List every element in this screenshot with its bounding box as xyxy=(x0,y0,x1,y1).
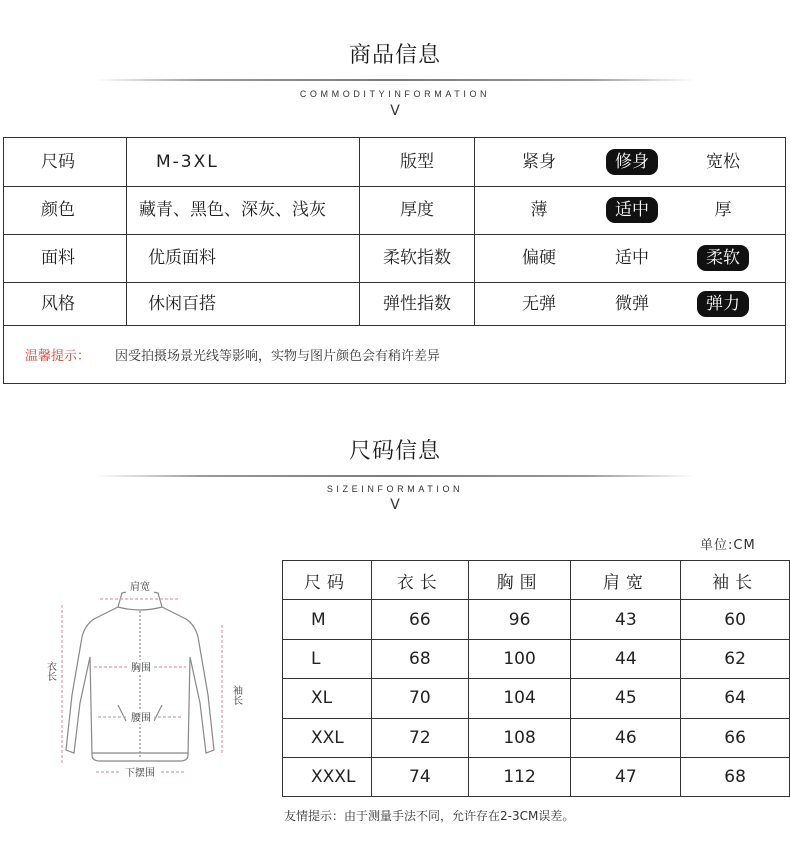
row-value: 藏青、黑色、深灰、浅灰 xyxy=(139,200,326,220)
row-label: 面料 xyxy=(41,248,75,268)
commodity-caret-icon: V xyxy=(390,103,400,119)
size-table-header xyxy=(283,561,790,600)
cell-shoulder: 46 xyxy=(571,718,681,757)
cell-chest: 104 xyxy=(468,679,571,718)
chest-label: 胸围 xyxy=(131,663,151,674)
hem-label: 下摆围 xyxy=(125,768,155,779)
row-attr: 版型 xyxy=(400,152,434,172)
table-row xyxy=(283,718,790,757)
product-info-table xyxy=(3,137,786,384)
size-section-title: 尺码信息 xyxy=(348,439,441,464)
product-row xyxy=(4,138,785,187)
tip-row xyxy=(4,326,785,383)
row-value: 优质面料 xyxy=(148,248,216,268)
jacket-pocket-right xyxy=(154,705,162,721)
size-divider xyxy=(95,475,695,477)
jacket-collar-outline xyxy=(118,591,162,610)
option-selected: 弹力 xyxy=(683,282,763,326)
cell-length: 74 xyxy=(371,757,468,796)
option: 宽松 xyxy=(706,152,740,172)
option: 厚 xyxy=(714,200,732,220)
cell-size: L xyxy=(283,639,372,678)
row-label: 颜色 xyxy=(41,200,75,220)
commodity-divider xyxy=(95,79,695,81)
cell-size: M xyxy=(283,600,372,639)
cell-shoulder: 44 xyxy=(571,639,681,678)
jacket-pocket-left xyxy=(118,705,126,721)
cell-chest: 96 xyxy=(468,600,571,639)
product-row xyxy=(4,234,785,283)
cell-length: 68 xyxy=(371,639,468,678)
cell-shoulder: 45 xyxy=(571,679,681,718)
product-row xyxy=(4,282,785,326)
row-attr: 柔软指数 xyxy=(383,248,451,268)
tip-text: 因受拍摄场景光线等影响，实物与图片颜色会有稍许差异 xyxy=(115,349,441,364)
header-size: 尺码 xyxy=(283,561,372,600)
product-row xyxy=(4,186,785,235)
table-row xyxy=(283,679,790,718)
header-chest: 胸围 xyxy=(468,561,571,600)
option: 无弹 xyxy=(522,294,556,314)
row-attr: 弹性指数 xyxy=(383,294,451,314)
row-value: 休闲百搭 xyxy=(148,294,216,314)
header-sleeve: 袖长 xyxy=(681,561,790,600)
commodity-section-title: 商品信息 xyxy=(348,43,441,68)
option: 紧身 xyxy=(522,152,556,172)
header-shoulder: 肩宽 xyxy=(571,561,681,600)
length-label: 衣长 xyxy=(44,661,56,681)
cell-size: XXXL xyxy=(283,757,372,796)
cell-length: 66 xyxy=(371,600,468,639)
cell-chest: 108 xyxy=(468,718,571,757)
option: 偏硬 xyxy=(522,248,556,268)
unit-label: 单位:CM xyxy=(700,538,756,553)
row-attr: 厚度 xyxy=(400,200,434,220)
tip-label: 温馨提示： xyxy=(25,349,91,364)
size-table xyxy=(282,560,790,797)
cell-chest: 100 xyxy=(468,639,571,678)
option-selected: 适中 xyxy=(592,186,672,234)
cell-chest: 112 xyxy=(468,757,571,796)
cell-size: XXL xyxy=(283,718,372,757)
size-caret-icon: V xyxy=(390,497,400,513)
jacket-measurement-diagram xyxy=(30,575,270,785)
table-row xyxy=(283,600,790,639)
cell-sleeve: 64 xyxy=(681,679,790,718)
header-length: 衣长 xyxy=(371,561,468,600)
row-label: 尺码 xyxy=(41,152,75,172)
option: 薄 xyxy=(530,200,548,220)
sleeve-label: 袖长 xyxy=(230,685,242,705)
row-value: M-3XL xyxy=(156,152,219,172)
size-section-subtitle: SIZEINFORMATION xyxy=(326,484,464,494)
cell-length: 70 xyxy=(371,679,468,718)
option-selected: 柔软 xyxy=(683,234,763,282)
shoulder-label: 肩宽 xyxy=(130,582,150,593)
table-row xyxy=(283,757,790,796)
cell-sleeve: 62 xyxy=(681,639,790,678)
cell-shoulder: 47 xyxy=(571,757,681,796)
cell-size: XL xyxy=(283,679,372,718)
cell-sleeve: 68 xyxy=(681,757,790,796)
size-note: 友情提示：由于测量手法不同，允许存在2-3CM误差。 xyxy=(284,809,575,823)
waist-label: 腰围 xyxy=(131,713,151,724)
table-row xyxy=(283,639,790,678)
cell-sleeve: 66 xyxy=(681,718,790,757)
cell-length: 72 xyxy=(371,718,468,757)
cell-sleeve: 60 xyxy=(681,600,790,639)
cell-shoulder: 43 xyxy=(571,600,681,639)
option-selected: 修身 xyxy=(592,138,672,186)
option: 微弹 xyxy=(615,294,649,314)
row-label: 风格 xyxy=(41,294,75,314)
commodity-section-subtitle: COMMODITYINFORMATION xyxy=(299,89,491,99)
option: 适中 xyxy=(615,248,649,268)
